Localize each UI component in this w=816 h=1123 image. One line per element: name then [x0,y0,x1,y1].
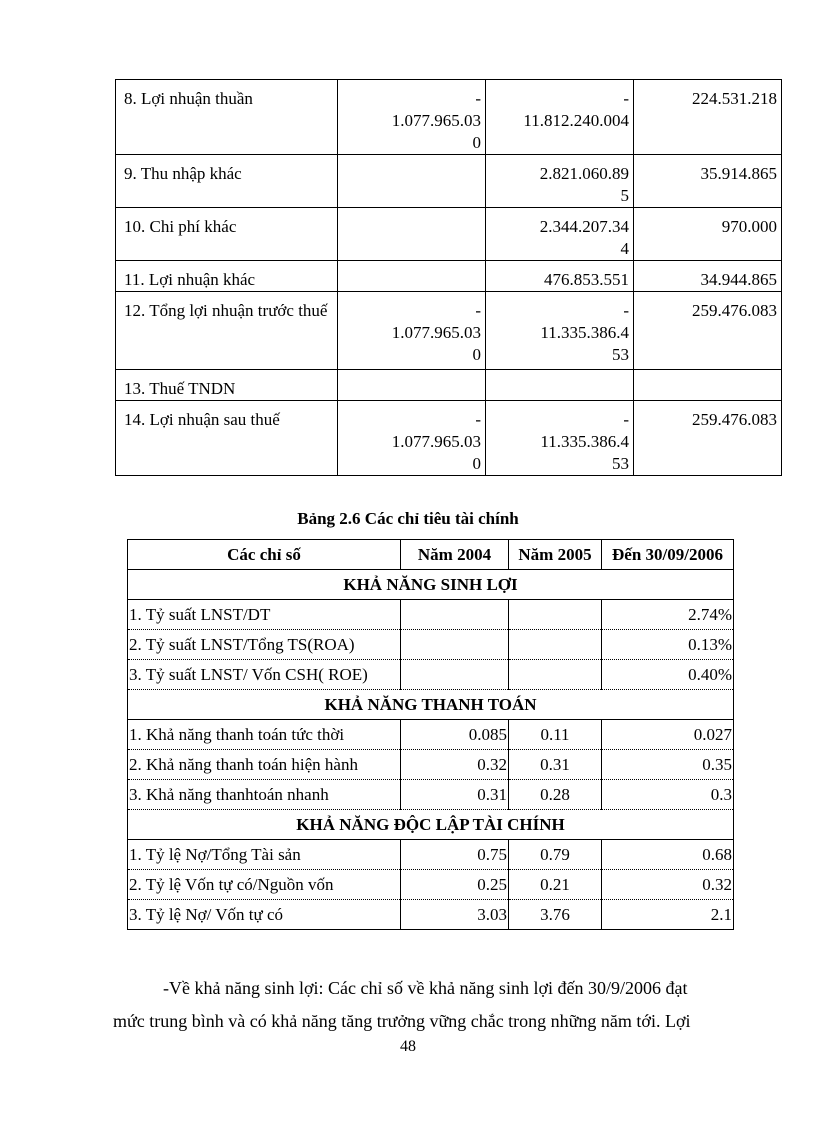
cell-y2005 [486,261,634,292]
ratio-row [128,660,734,690]
ratio-value-y2004 [401,600,509,630]
row-label: 12. Tổng lợi nhuận trước thuế [116,292,338,370]
cell-line: 0 [472,454,481,473]
ratio-label: 3. Tỷ lệ Nợ/ Vốn tự có [128,900,401,930]
cell-line: 11.335.386.4 [540,323,629,342]
ratio-label: 2. Tỷ suất LNST/Tổng TS(ROA) [128,630,401,660]
ratio-value-y2006: 2.74% [602,600,734,630]
cell-y2004 [338,401,486,476]
ratio-value-y2004: 0.25 [401,870,509,900]
ratio-label: 1. Khả năng thanh toán tức thời [128,720,401,750]
page-number: 48 [400,1038,416,1055]
cell-y2005 [486,80,634,155]
ratio-value-y2005 [509,660,602,690]
ratio-row [128,720,734,750]
cell-y2004 [338,292,486,370]
ratio-value-y2006: 0.68 [602,840,734,870]
financial-ratios-table [127,539,734,930]
ratio-value-y2006: 2.1 [602,900,734,930]
cell-line: 4 [620,239,629,258]
cell-line: 2.821.060.89 [539,164,629,183]
ratio-value-y2005: 0.28 [509,780,602,810]
section-title: KHẢ NĂNG ĐỘC LẬP TÀI CHÍNH [128,810,734,840]
cell-y2006 [634,80,782,155]
cell-y2006 [634,401,782,476]
ratio-label: 2. Tỷ lệ Vốn tự có/Nguồn vốn [128,870,401,900]
ratio-value-y2005 [509,630,602,660]
statement-row [116,401,782,476]
cell-line: - [623,89,629,108]
ratio-row [128,870,734,900]
analysis-paragraph [113,972,746,1038]
cell-y2006 [634,155,782,208]
ratio-label: 3. Khả năng thanhtoán nhanh [128,780,401,810]
paragraph-line-1: -Về khả năng sinh lợi: Các chỉ số về khả năng sinh lợi đến 30/9/2006 đạt [163,978,688,998]
cell-y2006 [634,261,782,292]
cell-y2004 [338,370,486,401]
ratio-row [128,600,734,630]
ratio-label: 1. Tỷ lệ Nợ/Tổng Tài sản [128,840,401,870]
cell-y2005 [486,370,634,401]
ratio-value-y2005: 0.11 [509,720,602,750]
cell-line: 224.531.218 [692,89,777,108]
ratio-value-y2006: 0.32 [602,870,734,900]
cell-line: 2.344.207.34 [539,217,629,236]
col-header-2005: Năm 2005 [509,540,602,570]
paragraph-line-2: mức trung bình và có khả năng tăng trưởng vững chắc trong những năm tới. Lợi [113,1011,691,1031]
col-header-2006: Đến 30/09/2006 [602,540,734,570]
ratio-row [128,780,734,810]
statement-row [116,80,782,155]
statement-row [116,155,782,208]
cell-line: 476.853.551 [544,270,629,289]
cell-line: 0 [472,345,481,364]
table-caption: Bảng 2.6 Các chỉ tiêu tài chính [297,509,519,528]
cell-y2004 [338,80,486,155]
cell-line: - [475,89,481,108]
cell-line: 35.914.865 [700,164,777,183]
cell-y2005 [486,401,634,476]
ratio-value-y2006: 0.13% [602,630,734,660]
cell-line: 1.077.965.03 [391,323,481,342]
statement-row [116,370,782,401]
ratio-row [128,750,734,780]
cell-y2006 [634,292,782,370]
cell-line: - [623,410,629,429]
cell-y2004 [338,208,486,261]
statement-row [116,208,782,261]
col-header-indicator: Các chỉ số [128,540,401,570]
cell-line: 0 [472,133,481,152]
cell-line: - [475,301,481,320]
cell-line: - [475,410,481,429]
cell-y2006 [634,370,782,401]
cell-y2005 [486,155,634,208]
cell-line: 1.077.965.03 [391,111,481,130]
row-label: 10. Chi phí khác [116,208,338,261]
row-label: 8. Lợi nhuận thuần [116,80,338,155]
statement-row [116,261,782,292]
statement-row [116,292,782,370]
financial-ratios-body [128,570,734,930]
ratio-value-y2006: 0.3 [602,780,734,810]
ratio-value-y2004: 0.32 [401,750,509,780]
section-row [128,810,734,840]
cell-line: 5 [620,186,629,205]
col-header-2004: Năm 2004 [401,540,509,570]
cell-line: - [623,301,629,320]
ratio-value-y2004 [401,660,509,690]
cell-line: 11.335.386.4 [540,432,629,451]
ratio-value-y2006: 0.40% [602,660,734,690]
ratio-value-y2004 [401,630,509,660]
section-row [128,690,734,720]
row-label: 13. Thuế TNDN [116,370,338,401]
cell-line: 11.812.240.004 [523,111,629,130]
ratio-row [128,840,734,870]
cell-line: 34.944.865 [700,270,777,289]
ratio-row [128,900,734,930]
cell-y2005 [486,292,634,370]
cell-y2005 [486,208,634,261]
ratio-value-y2006: 0.027 [602,720,734,750]
ratio-value-y2004: 0.75 [401,840,509,870]
ratio-value-y2005: 0.31 [509,750,602,780]
cell-y2004 [338,155,486,208]
ratio-value-y2005: 0.21 [509,870,602,900]
row-label: 11. Lợi nhuận khác [116,261,338,292]
ratio-value-y2006: 0.35 [602,750,734,780]
cell-line: 970.000 [721,217,777,236]
row-label: 9. Thu nhập khác [116,155,338,208]
cell-line: 53 [612,454,629,473]
ratio-value-y2004: 3.03 [401,900,509,930]
ratio-label: 1. Tỷ suất LNST/DT [128,600,401,630]
ratio-value-y2005: 3.76 [509,900,602,930]
ratio-label: 3. Tỷ suất LNST/ Vốn CSH( ROE) [128,660,401,690]
income-statement-body [116,80,782,476]
ratio-label: 2. Khả năng thanh toán hiện hành [128,750,401,780]
ratio-value-y2005 [509,600,602,630]
ratio-value-y2004: 0.31 [401,780,509,810]
section-title: KHẢ NĂNG SINH LỢI [128,570,734,600]
cell-line: 53 [612,345,629,364]
section-row [128,570,734,600]
ratio-value-y2004: 0.085 [401,720,509,750]
ratio-value-y2005: 0.79 [509,840,602,870]
cell-line: 259.476.083 [692,301,777,320]
cell-y2006 [634,208,782,261]
row-label: 14. Lợi nhuận sau thuế [116,401,338,476]
ratio-row [128,630,734,660]
cell-line: 259.476.083 [692,410,777,429]
section-title: KHẢ NĂNG THANH TOÁN [128,690,734,720]
header-row [128,540,734,570]
cell-line: 1.077.965.03 [391,432,481,451]
income-statement-table [115,79,782,476]
cell-y2004 [338,261,486,292]
